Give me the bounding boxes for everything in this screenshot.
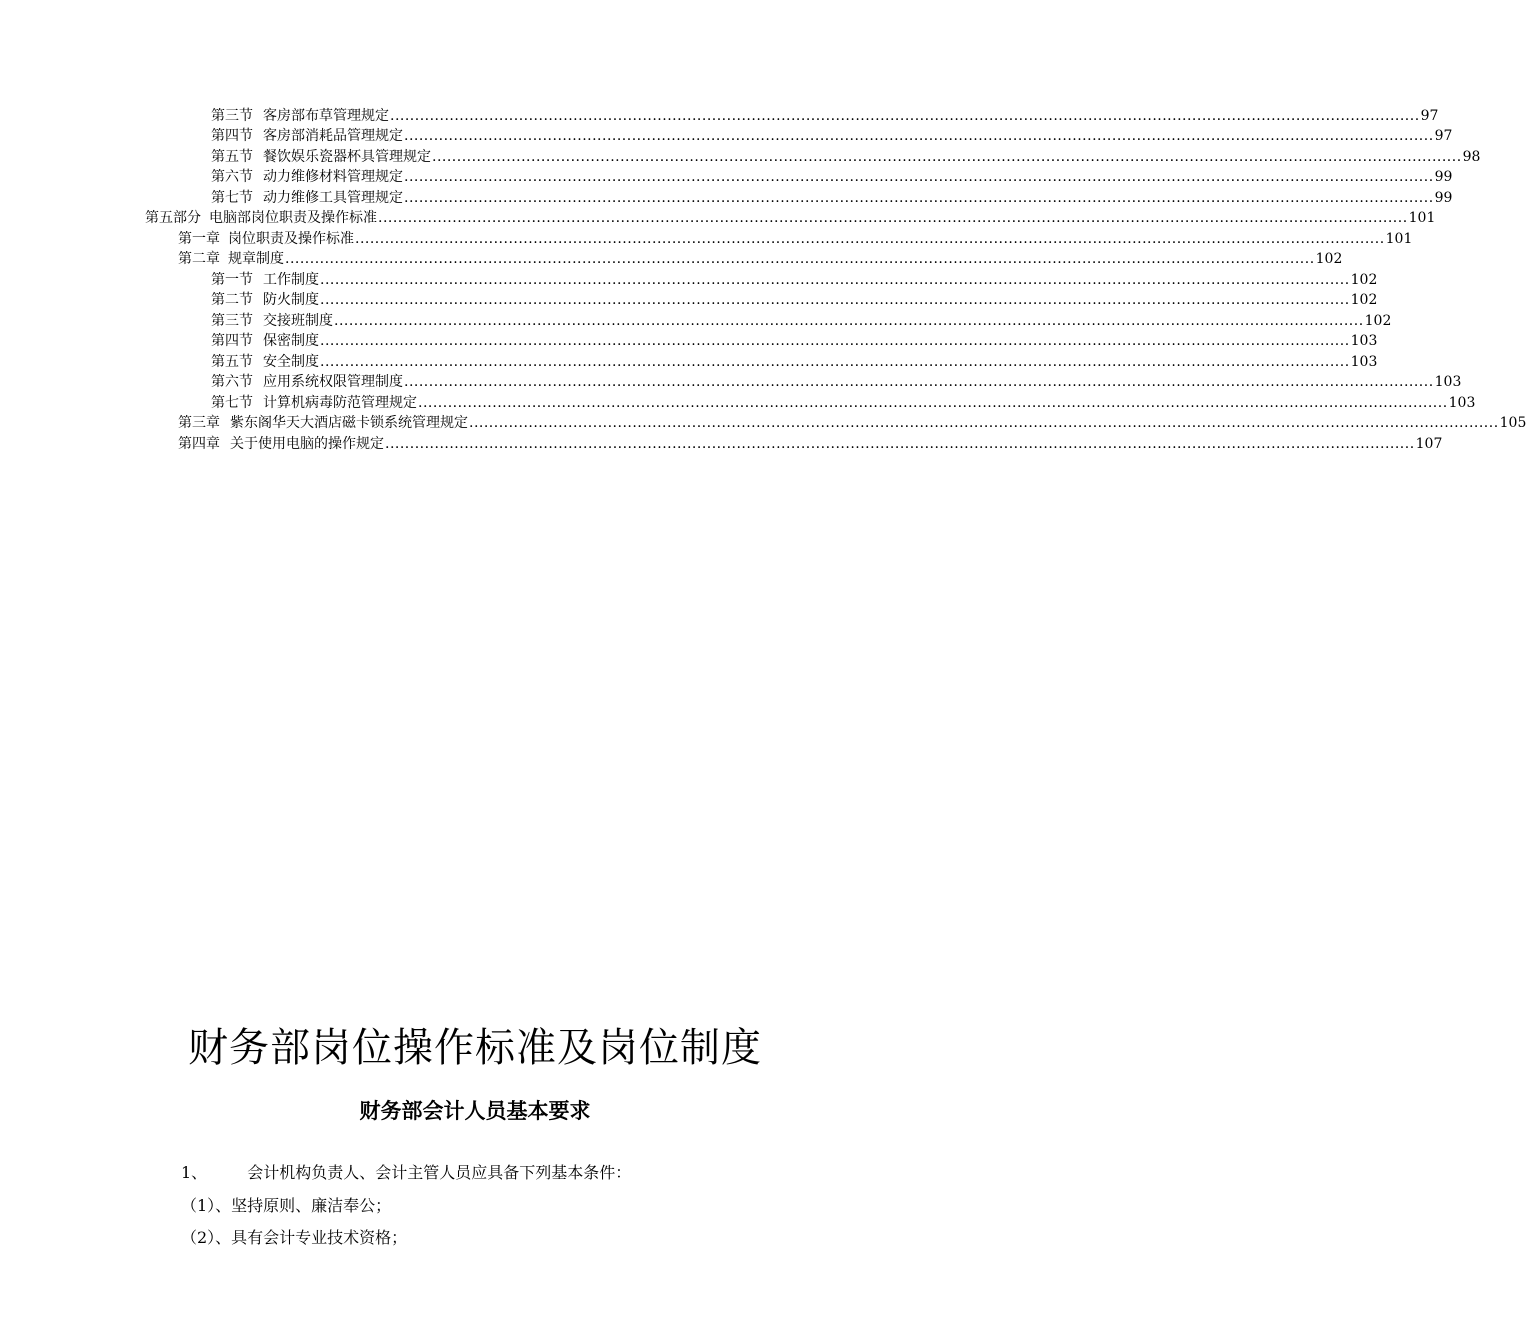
toc-dot-leader: ................................................................................................................................................................................................................ — [355, 231, 1385, 247]
body-paragraph — [181, 1162, 631, 1184]
toc-entry-number: 第七节 — [211, 190, 253, 206]
toc-dot-leader: ................................................................................................................................................................................................................ — [334, 313, 1364, 329]
toc-dot-leader: ................................................................................................................................................................................................................ — [320, 292, 1350, 308]
toc-entry-page: 103 — [1448, 395, 1476, 411]
toc-entry[interactable] — [178, 433, 1443, 453]
toc-entry-title: 电脑部岗位职责及操作标准 — [209, 210, 377, 226]
toc-entry[interactable] — [211, 269, 1378, 289]
toc-entry-page: 103 — [1434, 374, 1462, 390]
toc-entry-page: 102 — [1315, 251, 1343, 267]
toc-dot-leader: ................................................................................................................................................................................................................ — [404, 374, 1434, 390]
toc-dot-leader: ................................................................................................................................................................................................................ — [469, 415, 1499, 431]
toc-entry[interactable] — [211, 330, 1378, 350]
section-heading: 财务部会计人员基本要求 — [359, 1098, 591, 1123]
toc-entry[interactable] — [211, 289, 1378, 309]
toc-entry-title: 应用系统权限管理制度 — [263, 374, 403, 390]
toc-entry-page: 101 — [1408, 210, 1436, 226]
toc-dot-leader: ................................................................................................................................................................................................................ — [404, 190, 1434, 206]
toc-entry-number: 第六节 — [211, 169, 253, 185]
toc-entry-number: 第二节 — [211, 292, 253, 308]
toc-entry[interactable] — [211, 351, 1378, 371]
toc-dot-leader: ................................................................................................................................................................................................................ — [385, 436, 1415, 452]
toc-entry-number: 第三章 — [178, 415, 220, 431]
toc-entry-page: 99 — [1434, 169, 1453, 185]
toc-dot-leader: ................................................................................................................................................................................................................ — [320, 272, 1350, 288]
toc-entry[interactable] — [211, 166, 1453, 186]
toc-entry-number: 第四节 — [211, 128, 253, 144]
toc-entry-number: 第三节 — [211, 313, 253, 329]
toc-entry[interactable] — [211, 146, 1481, 166]
toc-entry-page: 99 — [1434, 190, 1453, 206]
toc-entry[interactable] — [211, 105, 1439, 125]
toc-entry-title: 紫东阁华天大酒店磁卡锁系统管理规定 — [230, 415, 468, 431]
toc-entry-title: 规章制度 — [228, 251, 284, 267]
toc-entry-title: 工作制度 — [263, 272, 319, 288]
toc-entry-title: 餐饮娱乐瓷器杯具管理规定 — [263, 149, 431, 165]
toc-dot-leader: ................................................................................................................................................................................................................ — [285, 251, 1315, 267]
toc-entry-page: 98 — [1462, 149, 1481, 165]
toc-entry[interactable] — [211, 392, 1476, 412]
list-item-number: 1、 — [181, 1163, 208, 1182]
toc-entry[interactable] — [211, 310, 1392, 330]
toc-entry[interactable] — [178, 412, 1526, 432]
toc-entry-number: 第四章 — [178, 436, 220, 452]
toc-entry-page: 102 — [1364, 313, 1392, 329]
toc-entry-title: 交接班制度 — [263, 313, 333, 329]
toc-entry[interactable] — [145, 207, 1436, 227]
toc-entry-title: 计算机病毒防范管理规定 — [263, 395, 417, 411]
toc-dot-leader: ................................................................................................................................................................................................................ — [404, 128, 1434, 144]
body-paragraph: （2）、具有会计专业技术资格； — [181, 1228, 408, 1247]
toc-entry-number: 第四节 — [211, 333, 253, 349]
toc-entry[interactable] — [211, 187, 1453, 207]
toc-entry-number: 第一章 — [178, 231, 220, 247]
toc-entry-number: 第五节 — [211, 149, 253, 165]
toc-dot-leader: ................................................................................................................................................................................................................ — [378, 210, 1408, 226]
toc-entry-title: 防火制度 — [263, 292, 319, 308]
toc-dot-leader: ................................................................................................................................................................................................................ — [320, 333, 1350, 349]
toc-entry-title: 关于使用电脑的操作规定 — [230, 436, 384, 452]
toc-entry-number: 第三节 — [211, 108, 253, 124]
toc-entry-title: 客房部消耗品管理规定 — [263, 128, 403, 144]
toc-entry-title: 客房部布草管理规定 — [263, 108, 389, 124]
toc-entry-number: 第五部分 — [145, 210, 201, 226]
toc-dot-leader: ................................................................................................................................................................................................................ — [418, 395, 1448, 411]
toc-entry[interactable] — [211, 371, 1462, 391]
toc-entry-page: 103 — [1350, 354, 1378, 370]
toc-entry-page: 105 — [1499, 415, 1526, 431]
toc-entry-page: 97 — [1434, 128, 1453, 144]
body-paragraph: （1）、坚持原则、廉洁奉公； — [181, 1196, 392, 1215]
toc-entry-title: 动力维修工具管理规定 — [263, 190, 403, 206]
toc-entry-page: 102 — [1350, 292, 1378, 308]
toc-entry-page: 102 — [1350, 272, 1378, 288]
document-title: 财务部岗位操作标准及岗位制度 — [188, 1025, 762, 1071]
toc-entry-title: 保密制度 — [263, 333, 319, 349]
toc-entry[interactable] — [178, 248, 1343, 268]
toc-entry-title: 岗位职责及操作标准 — [228, 231, 354, 247]
toc-entry-number: 第五节 — [211, 354, 253, 370]
toc-entry-number: 第六节 — [211, 374, 253, 390]
toc-entry[interactable] — [211, 125, 1453, 145]
toc-dot-leader: ................................................................................................................................................................................................................ — [404, 169, 1434, 185]
toc-entry-number: 第七节 — [211, 395, 253, 411]
toc-entry-title: 安全制度 — [263, 354, 319, 370]
toc-dot-leader: ................................................................................................................................................................................................................ — [390, 108, 1420, 124]
toc-entry-page: 103 — [1350, 333, 1378, 349]
toc-entry[interactable] — [178, 228, 1413, 248]
list-item-text: 会计机构负责人、会计主管人员应具备下列基本条件： — [247, 1163, 632, 1182]
toc-dot-leader: ................................................................................................................................................................................................................ — [320, 354, 1350, 370]
toc-entry-page: 101 — [1385, 231, 1413, 247]
toc-entry-number: 第二章 — [178, 251, 220, 267]
toc-entry-page: 107 — [1415, 436, 1443, 452]
toc-entry-number: 第一节 — [211, 272, 253, 288]
toc-entry-page: 97 — [1420, 108, 1439, 124]
toc-entry-title: 动力维修材料管理规定 — [263, 169, 403, 185]
toc-dot-leader: ................................................................................................................................................................................................................ — [432, 149, 1462, 165]
